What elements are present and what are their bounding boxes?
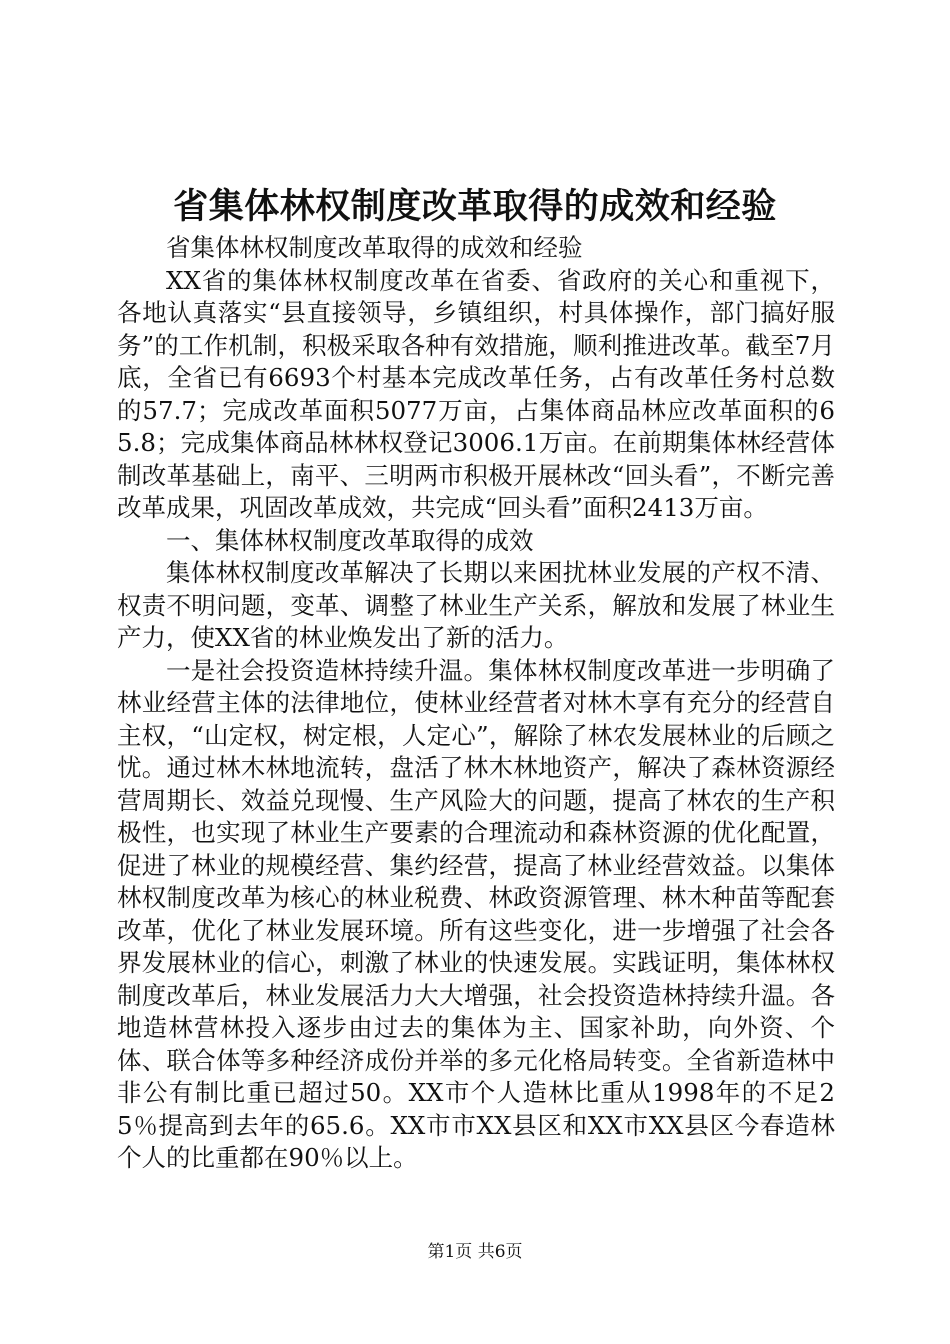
page-footer: 第1页 共6页 — [427, 1242, 523, 1262]
document-body — [117, 232, 835, 1175]
subtitle-paragraph: 省集体林权制度改革取得的成效和经验 — [166, 233, 583, 262]
section-summary-paragraph: 集体林权制度改革解决了长期以来困扰林业发展的产权不清、权责不明问题，变革、调整了林业生产关系，解放和发展了林业生产力，使XX省的林业焕发出了新的活力。 — [117, 558, 835, 652]
intro-paragraph: XX省的集体林权制度改革在省委、省政府的关心和重视下，各地认真落实“县直接领导，乡镇组织，村具体操作，部门搞好服务”的工作机制，积极采取各种有效措施，顺利推进改革。截至7月底，全省已有6693个村基本完成改革任务，占有改革任务村总数的57.7；完成改革面积5077万亩，占集体商品林应改革面积的65.8；完成集体商品林林权登记3006.1万亩。在前期集体林经营体制改革基础上，南平、三明两市积极开展林改“回头看”，不断完善改革成果，巩固改革成效，共完成“回头看”面积2413万亩。 — [117, 265, 835, 522]
point-one-paragraph: 一是社会投资造林持续升温。集体林权制度改革进一步明确了林业经营主体的法律地位，使林业经营者对林木享有充分的经营自主权，“山定权，树定根，人定心”，解除了林农发展林业的后顾之忧。通过林木林地流转，盘活了林木林地资产，解决了森林资源经营周期长、效益兑现慢、生产风险大的问题，提高了林农的生产积极性，也实现了林业生产要素的合理流动和森林资源的优化配置，促进了林业的规模经营、集约经营，提高了林业经营效益。以集体林权制度改革为核心的林业税费、林政资源管理、林木种苗等配套改革，优化了林业发展环境。所有这些变化，进一步增强了社会各界发展林业的信心，刺激了林业的快速发展。实践证明，集体林权制度改革后，林业发展活力大大增强，社会投资造林持续升温。各地造林营林投入逐步由过去的集体为主、国家补助，向外资、个体、联合体等多种经济成份并举的多元化格局转变。全省新造林中非公有制比重已超过50。XX市个人造林比重从1998年的不足25％提高到去年的65.6。XX市市XX县区和XX市XX县区今春造林个人的比重都在90％以上。 — [117, 655, 835, 1172]
document-title: 省集体林权制度改革取得的成效和经验 — [173, 186, 777, 227]
section-heading: 一、集体林权制度改革取得的成效 — [166, 525, 534, 555]
